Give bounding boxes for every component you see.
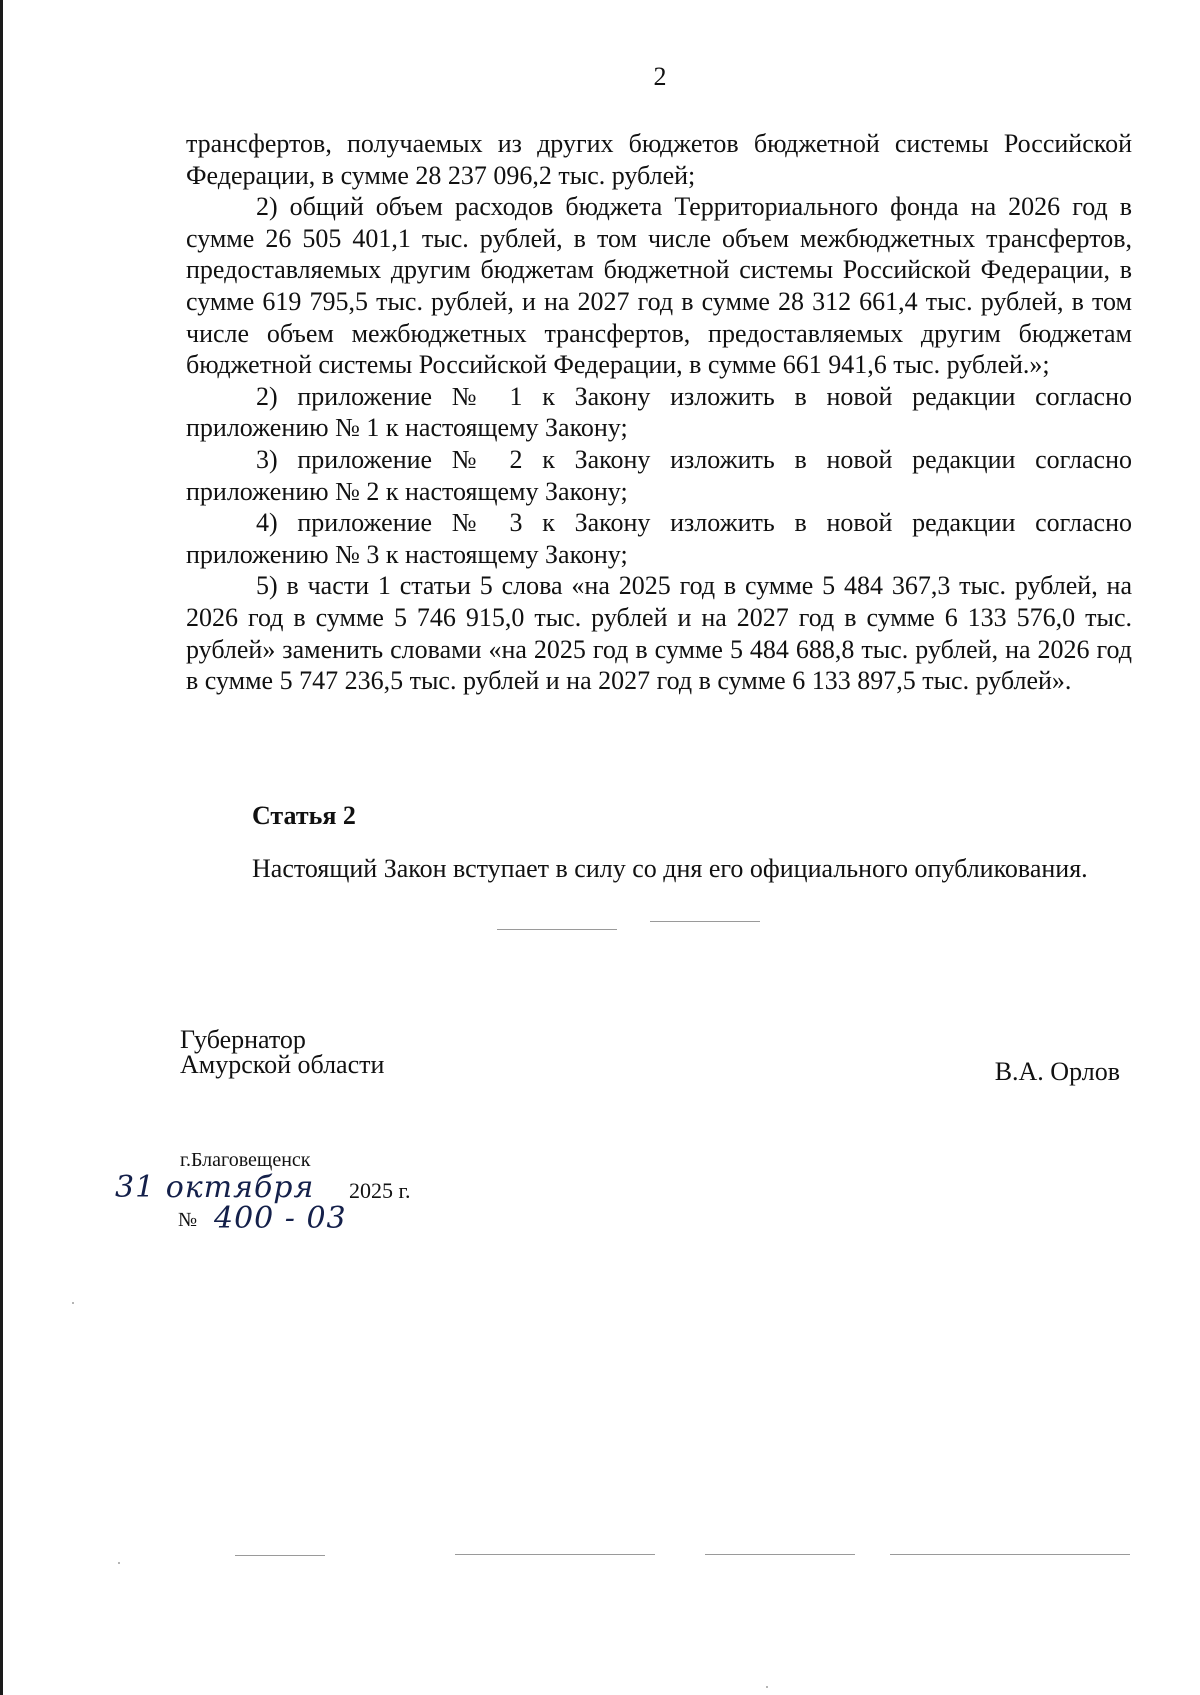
signing-place: г.Благовещенск: [180, 1149, 311, 1171]
scan-artifact-line: [705, 1554, 855, 1555]
signatory-position: Губернатор: [180, 1025, 306, 1054]
paragraph-appendix-3: 4) приложение № 3 к Закону изложить в новой редакции согласно приложению № 3 к настоящему Закону;: [186, 508, 1132, 569]
handwritten-date: 31 октября: [115, 1170, 315, 1205]
article-body: [180, 853, 1130, 884]
scan-artifact-line: [650, 921, 760, 922]
paragraph-appendix-2: 3) приложение № 2 к Закону изложить в новой редакции согласно приложению № 2 к настоящему Закону;: [186, 444, 1132, 506]
scan-artifact-line: [890, 1554, 1130, 1555]
article-heading: Статья 2: [252, 801, 356, 830]
number-sign: №: [178, 1209, 198, 1231]
scan-speck: [118, 1562, 120, 1564]
page-number: 2: [653, 62, 667, 91]
scan-artifact-line: [455, 1554, 655, 1555]
article-2-text: Настоящий Закон вступает в силу со дня его официального опубликования.: [252, 854, 1088, 883]
signatory-region: Амурской области: [180, 1050, 385, 1079]
paragraph-appendix-1: 2) приложение № 1 к Закону изложить в новой редакции согласно приложению № 1 к настоящему Закону;: [186, 381, 1132, 443]
date-year: 2025 г.: [349, 1178, 411, 1203]
scan-left-edge: [0, 0, 3, 1695]
handwritten-number: 400 - 03: [214, 1201, 347, 1236]
paragraph-article-5: 5) в части 1 статьи 5 слова «на 2025 год в сумме 5 484 367,3 тыс. рублей, на 2026 год в сумме 5 746 915,0 тыс. рублей и на 2027 год в сумме 6 133 576,0 тыс. рублей» заменить словами «на 2025 год в сумме 5 484 688,8 тыс. рублей, на 2026 год в сумме 5 747 236,5 тыс. рублей и на 2027 год в сумме 6 133 897,5 тыс. рублей».: [186, 571, 1132, 696]
signatory-name: В.А. Орлов: [994, 1057, 1120, 1086]
scan-speck: [72, 1302, 74, 1304]
scan-artifact-line: [235, 1555, 325, 1556]
scan-speck: [766, 1686, 768, 1688]
law-number: [178, 1201, 478, 1245]
law-amendment-text: [186, 128, 1132, 697]
paragraph-expenditures: 2) общий объем расходов бюджета Территориального фонда на 2026 год в сумме 26 505 401,1 тыс. рублей, в том числе объем межбюджетных трансфертов, предоставляемых другим бюджетам бюджетной системы Российской Федерации, в сумме 619 795,5 тыс. рублей, и на 2027 год в сумме 28 312 661,4 тыс. рублей, в том числе объем межбюджетных трансфертов, предоставляемых другим бюджетам бюджетной системы Российской Федерации, в сумме 661 941,6 тыс. рублей.»;: [186, 192, 1132, 380]
scan-artifact-line: [497, 929, 617, 930]
paragraph-continuation: трансфертов, получаемых из других бюджетов бюджетной системы Российской Федерации, в сумме 28 237 096,2 тыс. рублей;: [186, 129, 1132, 190]
signatory-title: [180, 1027, 384, 1077]
